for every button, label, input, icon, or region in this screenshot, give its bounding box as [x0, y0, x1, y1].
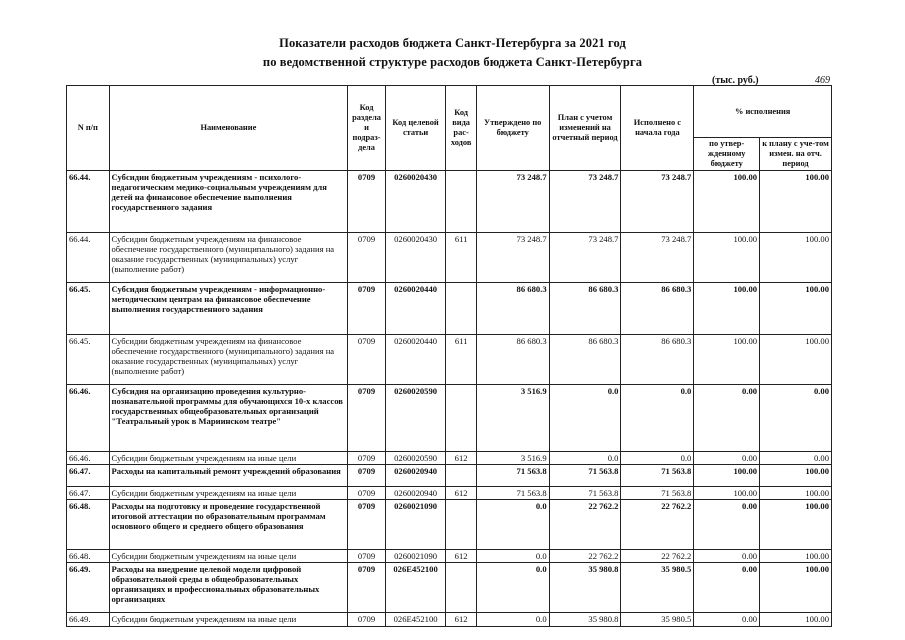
row-pct-plan: 100.00 [760, 465, 832, 487]
row-type-code: 612 [446, 613, 476, 627]
row-article-code: 0260020590 [385, 385, 446, 452]
row-num: 66.45. [67, 283, 110, 335]
row-pct-approved: 100.00 [694, 487, 760, 500]
table-row [67, 563, 832, 613]
row-plan: 73 248.7 [549, 171, 621, 233]
row-executed: 35 980.5 [621, 613, 694, 627]
col-header-pct-group: % исполнения [694, 86, 832, 138]
row-pct-approved: 0.00 [694, 500, 760, 550]
row-pct-plan: 100.00 [760, 500, 832, 550]
row-num: 66.44. [67, 233, 110, 283]
col-header-pct-plan: к плану с уче-том измен. на отч. период [760, 138, 832, 171]
col-header-name: Наименование [109, 86, 348, 171]
row-approved: 0.0 [476, 613, 549, 627]
row-executed: 22 762.2 [621, 550, 694, 563]
row-plan: 73 248.7 [549, 233, 621, 283]
col-header-article: Код целевой статьи [385, 86, 446, 171]
row-type-code: 612 [446, 550, 476, 563]
row-num: 66.46. [67, 452, 110, 465]
row-pct-approved: 100.00 [694, 233, 760, 283]
row-article-code: 0260020440 [385, 283, 446, 335]
expenditure-table [66, 85, 832, 627]
table-row [67, 385, 832, 452]
row-plan: 0.0 [549, 452, 621, 465]
row-executed: 35 980.5 [621, 563, 694, 613]
row-executed: 73 248.7 [621, 171, 694, 233]
row-pct-plan: 100.00 [760, 487, 832, 500]
row-num: 66.47. [67, 465, 110, 487]
row-plan: 86 680.3 [549, 283, 621, 335]
row-executed: 86 680.3 [621, 283, 694, 335]
row-article-code: 026E452100 [385, 563, 446, 613]
table-row [67, 550, 832, 563]
row-plan: 35 980.8 [549, 613, 621, 627]
row-section-code: 0709 [348, 385, 385, 452]
row-plan: 22 762.2 [549, 550, 621, 563]
row-section-code: 0709 [348, 283, 385, 335]
row-article-code: 0260020430 [385, 233, 446, 283]
row-type-code: 612 [446, 452, 476, 465]
row-executed: 71 563.8 [621, 465, 694, 487]
row-executed: 71 563.8 [621, 487, 694, 500]
table-row [67, 487, 832, 500]
row-type-code [446, 563, 476, 613]
row-plan: 71 563.8 [549, 487, 621, 500]
row-num: 66.48. [67, 550, 110, 563]
row-num: 66.46. [67, 385, 110, 452]
row-name: Субсидии бюджетным учреждениям на иные цели [109, 613, 348, 627]
row-num: 66.48. [67, 500, 110, 550]
row-approved: 0.0 [476, 550, 549, 563]
row-pct-plan: 100.00 [760, 550, 832, 563]
table-row [67, 500, 832, 550]
row-pct-approved: 100.00 [694, 465, 760, 487]
row-article-code: 0260020590 [385, 452, 446, 465]
row-approved: 3 516.9 [476, 385, 549, 452]
row-name: Расходы на внедрение целевой модели цифровой образовательной среды в общеобразовательных организациях и профессиональных образовательных организациях [109, 563, 348, 613]
row-approved: 86 680.3 [476, 335, 549, 385]
row-num: 66.49. [67, 613, 110, 627]
row-pct-approved: 100.00 [694, 283, 760, 335]
row-type-code [446, 283, 476, 335]
row-article-code: 0260021090 [385, 550, 446, 563]
row-plan: 0.0 [549, 385, 621, 452]
page-title: Показатели расходов бюджета Санкт-Петербурга за 2021 год [279, 36, 626, 50]
row-name: Субсидии бюджетным учреждениям на иные цели [109, 487, 348, 500]
table-row [67, 283, 832, 335]
row-executed: 86 680.3 [621, 335, 694, 385]
row-article-code: 0260020430 [385, 171, 446, 233]
row-type-code: 611 [446, 233, 476, 283]
row-name: Субсидии бюджетным учреждениям - психолого-педагогическим медико-социальным учреждениям для детей на финансовое обеспечение выполнения государственного задания [109, 171, 348, 233]
table-row [67, 613, 832, 627]
row-pct-approved: 0.00 [694, 563, 760, 613]
row-section-code: 0709 [348, 335, 385, 385]
row-pct-approved: 100.00 [694, 171, 760, 233]
row-pct-plan: 100.00 [760, 171, 832, 233]
row-num: 66.49. [67, 563, 110, 613]
row-approved: 73 248.7 [476, 171, 549, 233]
row-name: Расходы на подготовку и проведение государственной итоговой аттестации по образовательным программам основного общего и среднего общего образования [109, 500, 348, 550]
row-pct-plan: 100.00 [760, 563, 832, 613]
row-pct-plan: 0.00 [760, 452, 832, 465]
row-pct-plan: 100.00 [760, 283, 832, 335]
table-row [67, 465, 832, 487]
row-name: Субсидии бюджетным учреждениям на иные цели [109, 452, 348, 465]
row-approved: 0.0 [476, 563, 549, 613]
row-executed: 22 762.2 [621, 500, 694, 550]
row-name: Субсидии бюджетным учреждениям на финансовое обеспечение государственного (муниципального) задания на оказание государственных (муниципальных) услуг (выполнение работ) [109, 233, 348, 283]
row-section-code: 0709 [348, 171, 385, 233]
row-approved: 0.0 [476, 500, 549, 550]
row-type-code [446, 465, 476, 487]
units-label: (тыс. руб.) [712, 75, 759, 86]
row-approved: 3 516.9 [476, 452, 549, 465]
row-section-code: 0709 [348, 233, 385, 283]
col-header-plan: План с учетом изменений на отчетный период [549, 86, 621, 171]
row-num: 66.47. [67, 487, 110, 500]
row-section-code: 0709 [348, 613, 385, 627]
row-section-code: 0709 [348, 550, 385, 563]
col-header-approved: Утверждено по бюджету [476, 86, 549, 171]
table-row [67, 233, 832, 283]
row-section-code: 0709 [348, 487, 385, 500]
row-pct-approved: 0.00 [694, 385, 760, 452]
row-plan: 71 563.8 [549, 465, 621, 487]
row-pct-approved: 100.00 [694, 335, 760, 385]
row-article-code: 026E452100 [385, 613, 446, 627]
row-pct-plan: 100.00 [760, 335, 832, 385]
row-article-code: 0260020940 [385, 465, 446, 487]
row-type-code [446, 385, 476, 452]
row-num: 66.45. [67, 335, 110, 385]
col-header-type: Код вида рас-ходов [446, 86, 476, 171]
row-article-code: 0260020940 [385, 487, 446, 500]
row-approved: 86 680.3 [476, 283, 549, 335]
col-header-executed: Исполнено с начала года [621, 86, 694, 171]
table-row [67, 171, 832, 233]
row-approved: 71 563.8 [476, 487, 549, 500]
row-name: Субсидия бюджетным учреждениям - информационно-методическим центрам на финансовое обеспечение выполнения государственного задания [109, 283, 348, 335]
row-name: Субсидии бюджетным учреждениям на иные цели [109, 550, 348, 563]
row-type-code: 612 [446, 487, 476, 500]
row-pct-approved: 0.00 [694, 613, 760, 627]
row-article-code: 0260021090 [385, 500, 446, 550]
row-section-code: 0709 [348, 563, 385, 613]
row-executed: 0.0 [621, 385, 694, 452]
row-num: 66.44. [67, 171, 110, 233]
row-executed: 0.0 [621, 452, 694, 465]
row-pct-plan: 0.00 [760, 385, 832, 452]
page-number: 469 [815, 75, 830, 86]
row-section-code: 0709 [348, 500, 385, 550]
col-header-section: Код раздела и подраз-дела [348, 86, 385, 171]
col-header-pct-approved: по утвер-жденному бюджету [694, 138, 760, 171]
row-type-code [446, 500, 476, 550]
table-row [67, 452, 832, 465]
row-name: Субсидия на организацию проведения культурно-познавательной программы для обучающихся 10-х классов государственных общеобразовательных организаций "Театральный урок в Мариинском театре" [109, 385, 348, 452]
row-approved: 73 248.7 [476, 233, 549, 283]
row-type-code [446, 171, 476, 233]
row-name: Субсидии бюджетным учреждениям на финансовое обеспечение государственного (муниципального) задания на оказание государственных (муниципальных) услуг (выполнение работ) [109, 335, 348, 385]
row-plan: 86 680.3 [549, 335, 621, 385]
row-pct-approved: 0.00 [694, 550, 760, 563]
row-pct-plan: 100.00 [760, 613, 832, 627]
col-header-num: N п/п [67, 86, 110, 171]
row-pct-approved: 0.00 [694, 452, 760, 465]
row-name: Расходы на капитальный ремонт учреждений образования [109, 465, 348, 487]
row-approved: 71 563.8 [476, 465, 549, 487]
row-section-code: 0709 [348, 465, 385, 487]
row-plan: 22 762.2 [549, 500, 621, 550]
row-plan: 35 980.8 [549, 563, 621, 613]
table-row [67, 335, 832, 385]
row-executed: 73 248.7 [621, 233, 694, 283]
row-article-code: 0260020440 [385, 335, 446, 385]
row-section-code: 0709 [348, 452, 385, 465]
row-pct-plan: 100.00 [760, 233, 832, 283]
row-type-code: 611 [446, 335, 476, 385]
page-subtitle: по ведомственной структуре расходов бюджета Санкт-Петербурга [262, 55, 643, 69]
